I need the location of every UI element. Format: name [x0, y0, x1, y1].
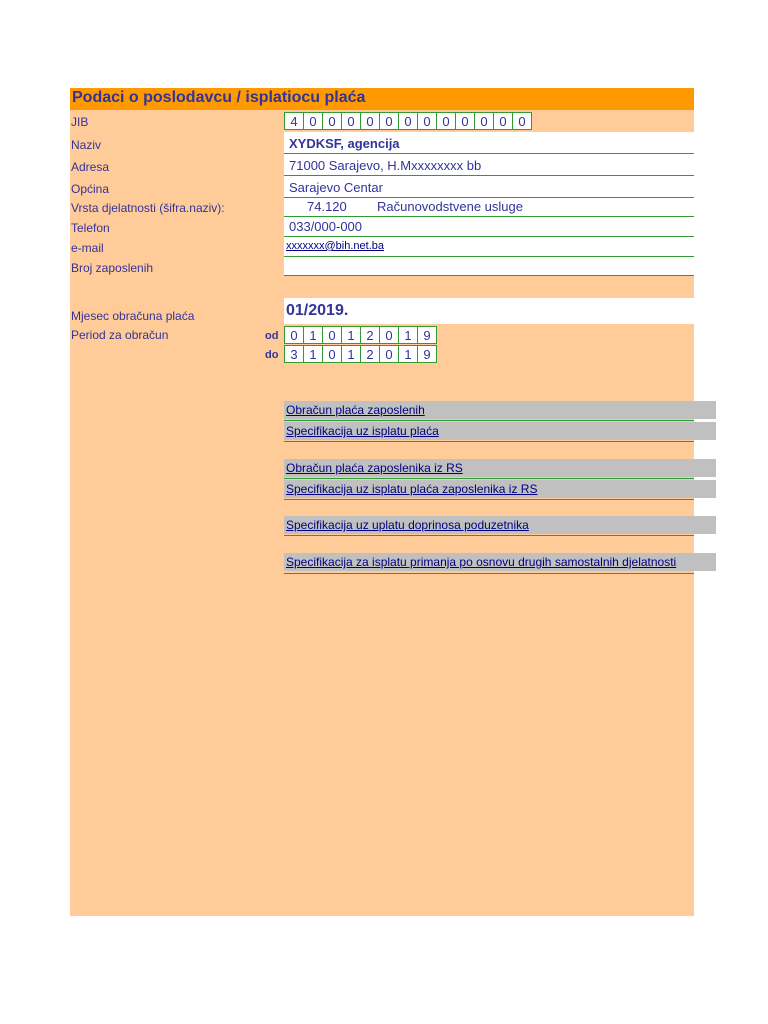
do-digit[interactable]: 0 [379, 345, 399, 363]
link-obracun-rs-text[interactable]: Obračun plaća zaposlenika iz RS [286, 461, 463, 475]
od-digit[interactable]: 2 [360, 326, 380, 344]
sifra-djelatnosti[interactable]: 74.120 [307, 199, 347, 214]
label-do: do [265, 349, 279, 361]
period-od-field[interactable] [284, 326, 437, 344]
divider [284, 420, 694, 421]
od-digit[interactable]: 0 [284, 326, 304, 344]
jib-field[interactable] [284, 112, 532, 130]
title-bar [70, 88, 694, 110]
divider [284, 175, 694, 176]
adresa-value[interactable]: 71000 Sarajevo, H.Mxxxxxxxx bb [289, 158, 482, 173]
jib-digit[interactable]: 0 [417, 112, 437, 130]
link-obracun-placa-text[interactable]: Obračun plaća zaposlenih [286, 403, 425, 417]
divider [284, 216, 694, 217]
mjesec-obracuna-value[interactable]: 01/2019. [286, 302, 349, 319]
telefon-value[interactable]: 033/000-000 [289, 219, 363, 234]
do-digit[interactable]: 1 [303, 345, 323, 363]
jib-digit[interactable]: 0 [322, 112, 342, 130]
divider [284, 153, 694, 154]
link-specifikacija-rs-text[interactable]: Specifikacija uz isplatu plaća zaposlenika iz RS [286, 482, 538, 496]
jib-digit[interactable]: 0 [493, 112, 513, 130]
period-do-field[interactable] [284, 345, 437, 363]
page-title: Podaci o poslodavcu / isplatiocu plaća [72, 89, 366, 106]
label-od: od [265, 330, 279, 342]
label-broj-zaposlenih: Broj zaposlenih [71, 261, 154, 275]
label-jib: JIB [71, 115, 89, 129]
email-link[interactable]: xxxxxxx@bih.net.ba [286, 240, 384, 252]
link-obracun-rs[interactable] [284, 459, 716, 477]
link-specifikacija-doprinosi-text[interactable]: Specifikacija uz uplatu doprinosa poduzetnika [286, 518, 529, 532]
divider [284, 197, 694, 198]
jib-digit[interactable]: 0 [360, 112, 380, 130]
do-digit[interactable]: 9 [417, 345, 437, 363]
link-specifikacija-isplata-text[interactable]: Specifikacija uz isplatu plaća [286, 424, 439, 438]
divider [284, 499, 694, 500]
do-digit[interactable]: 0 [322, 345, 342, 363]
divider [284, 535, 694, 536]
jib-digit[interactable]: 0 [474, 112, 494, 130]
naziv-value[interactable]: XYDKSF, agencija [289, 136, 400, 151]
do-digit[interactable]: 1 [341, 345, 361, 363]
divider [284, 441, 694, 442]
jib-digit[interactable]: 0 [303, 112, 323, 130]
divider [284, 573, 694, 574]
jib-digit[interactable]: 0 [455, 112, 475, 130]
label-vrsta-djelatnosti: Vrsta djelatnosti (šifra.naziv): [71, 201, 225, 215]
link-specifikacija-doprinosi[interactable] [284, 516, 716, 534]
label-telefon: Telefon [71, 221, 110, 235]
label-opcina: Općina [71, 182, 110, 196]
jib-digit[interactable]: 0 [398, 112, 418, 130]
label-email: e-mail [71, 241, 104, 255]
od-digit[interactable]: 9 [417, 326, 437, 344]
od-digit[interactable]: 0 [322, 326, 342, 344]
link-specifikacija-samostalne[interactable] [284, 553, 716, 571]
divider [284, 478, 694, 479]
od-digit[interactable]: 1 [303, 326, 323, 344]
label-naziv: Naziv [71, 138, 102, 152]
jib-digit[interactable]: 0 [512, 112, 532, 130]
od-digit[interactable]: 0 [379, 326, 399, 344]
do-digit[interactable]: 2 [360, 345, 380, 363]
divider [284, 275, 694, 276]
link-specifikacija-samostalne-text[interactable]: Specifikacija za isplatu primanja po osnovu drugih samostalnih djelatnosti [286, 555, 677, 569]
od-digit[interactable]: 1 [341, 326, 361, 344]
divider [284, 236, 694, 237]
do-digit[interactable]: 3 [284, 345, 304, 363]
label-mjesec-obracuna: Mjesec obračuna plaća [71, 309, 195, 323]
naziv-djelatnosti[interactable]: Računovodstvene usluge [377, 199, 523, 214]
jib-digit[interactable]: 0 [341, 112, 361, 130]
link-obracun-placa[interactable] [284, 401, 716, 419]
label-period: Period za obračun [71, 328, 169, 342]
label-adresa: Adresa [71, 160, 110, 174]
jib-digit[interactable]: 0 [436, 112, 456, 130]
do-digit[interactable]: 1 [398, 345, 418, 363]
jib-digit[interactable]: 0 [379, 112, 399, 130]
opcina-value[interactable]: Sarajevo Centar [289, 180, 383, 195]
divider [284, 256, 694, 257]
jib-digit[interactable]: 4 [284, 112, 304, 130]
link-specifikacija-isplata[interactable] [284, 422, 716, 440]
od-digit[interactable]: 1 [398, 326, 418, 344]
link-specifikacija-rs[interactable] [284, 480, 716, 498]
